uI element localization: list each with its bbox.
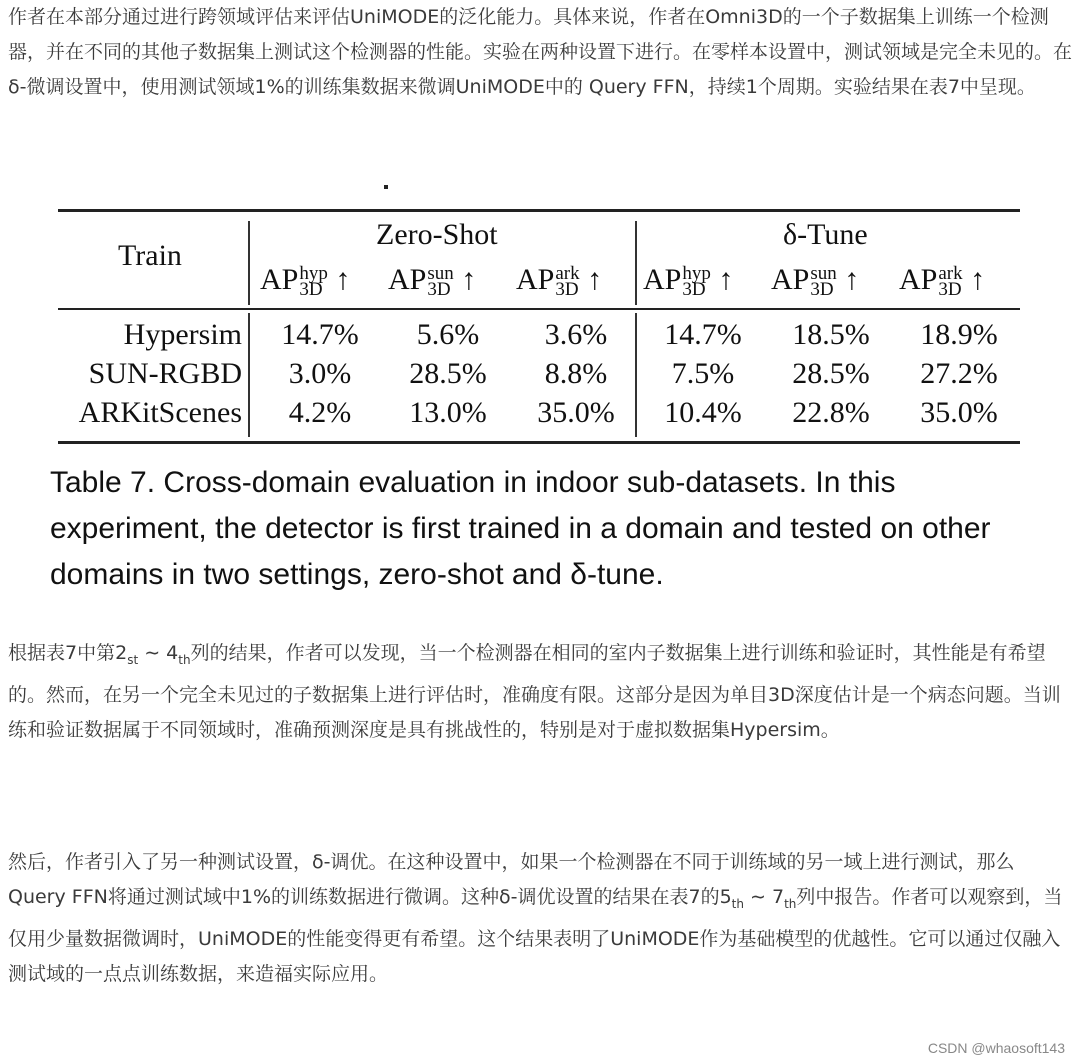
table-cell: 18.9% (920, 318, 998, 351)
table-cell: 14.7% (281, 318, 359, 351)
body-divider-right (635, 313, 637, 437)
table-bottom-rule (58, 441, 1020, 444)
ap-header-3: APark 3D ↑ (516, 263, 603, 301)
p2-text-a: 根据表7中第2 (8, 642, 128, 664)
row-label: SUN-RGBD (88, 357, 242, 390)
ap-header-1: APhyp 3D ↑ (260, 263, 351, 301)
p3-text-c: 列中报告。作者可以观察到，当仅用少量数据微调时，UniMODE的性能变得更有希望。这个结果表明了UniMODE作为基础模型的优越性。它可以通过仅融入测试域的一点点训练数据，来造福实际应用。 (8, 886, 1063, 985)
zero-shot-header: Zero-Shot (376, 218, 498, 251)
table-cell: 13.0% (409, 396, 487, 429)
table-cell: 10.4% (664, 396, 742, 429)
table-top-rule (58, 209, 1020, 212)
p2-text-b: ∼ 4 (138, 642, 179, 664)
ap-header-5: APsun 3D ↑ (771, 263, 860, 301)
p2-sub-1: st (127, 652, 139, 667)
p3-sub-2: th (784, 896, 797, 911)
delta-tune-header: δ-Tune (783, 218, 868, 251)
header-divider-right (635, 221, 637, 305)
table-cell: 27.2% (920, 357, 998, 390)
table-cell: 28.5% (792, 357, 870, 390)
ap-header-6: APark 3D ↑ (899, 263, 986, 301)
p3-text-b: ∼ 7 (743, 886, 785, 908)
body-divider-left (248, 313, 250, 437)
p2-text-c: 列的结果，作者可以发现，当一个检测器在相同的室内子数据集上进行训练和验证时，其性能是有希望的。然而，在另一个完全未见过的子数据集上进行评估时，准确度有限。这部分是因为单目3D深度估计是一个病态问题。当训练和验证数据属于不同领域时，准确预测深度是具有挑战性的，特别是对于虚拟数据集Hypersim。 (8, 642, 1061, 741)
table-cell: 5.6% (416, 318, 480, 351)
table-cell: 18.5% (792, 318, 870, 351)
p3-text-a: 然后，作者引入了另一种测试设置，δ-调优。在这种设置中，如果一个检测器在不同于训练域的另一域上进行测试，那么 Query FFN将通过测试域中1%的训练数据进行微调。这种δ-调优设置的结果在表7的5 (8, 851, 1015, 908)
p3-sub-1: th (731, 896, 744, 911)
table-cell: 14.7% (664, 318, 742, 351)
csdn-watermark: CSDN @whaosoft143 (927, 1040, 1065, 1056)
analysis-paragraph (8, 636, 1072, 748)
table-cell: 35.0% (537, 396, 615, 429)
table-cell: 35.0% (920, 396, 998, 429)
intro-paragraph: 作者在本部分通过进行跨领域评估来评估UniMODE的泛化能力。具体来说，作者在Omni3D的一个子数据集上训练一个检测器，并在不同的其他子数据集上测试这个检测器的性能。实验在两种设置下进行。在零样本设置中，测试领域是完全未见的。在δ-微调设置中，使用测试领域1%的训练集数据来微调UniMODE中的 Query FFN，持续1个周期。实验结果在表7中呈现。 (8, 6, 1073, 98)
p2-sub-2: th (178, 652, 191, 667)
stray-dot (384, 185, 388, 189)
row-label: Hypersim (123, 318, 242, 351)
table-cell: 3.6% (544, 318, 608, 351)
train-header: Train (118, 239, 182, 272)
table-cell: 28.5% (409, 357, 487, 390)
header-divider-left (248, 221, 250, 305)
ap-header-2: APsun 3D ↑ (388, 263, 477, 301)
row-label: ARKitScenes (78, 396, 242, 429)
table-caption: Table 7. Cross-domain evaluation in indoor sub-datasets. In this experiment, the detector is first trained in a domain and tested on other domains in two settings, zero-shot and δ-tune. (50, 466, 991, 591)
table-cell: 7.5% (671, 357, 735, 390)
table-cell: 3.0% (288, 357, 352, 390)
table-cell: 22.8% (792, 396, 870, 429)
delta-tune-paragraph (8, 845, 1072, 992)
table-cell: 4.2% (288, 396, 352, 429)
ap-header-4: APhyp 3D ↑ (643, 263, 734, 301)
header-rule (58, 308, 1020, 310)
table-cell: 8.8% (544, 357, 608, 390)
